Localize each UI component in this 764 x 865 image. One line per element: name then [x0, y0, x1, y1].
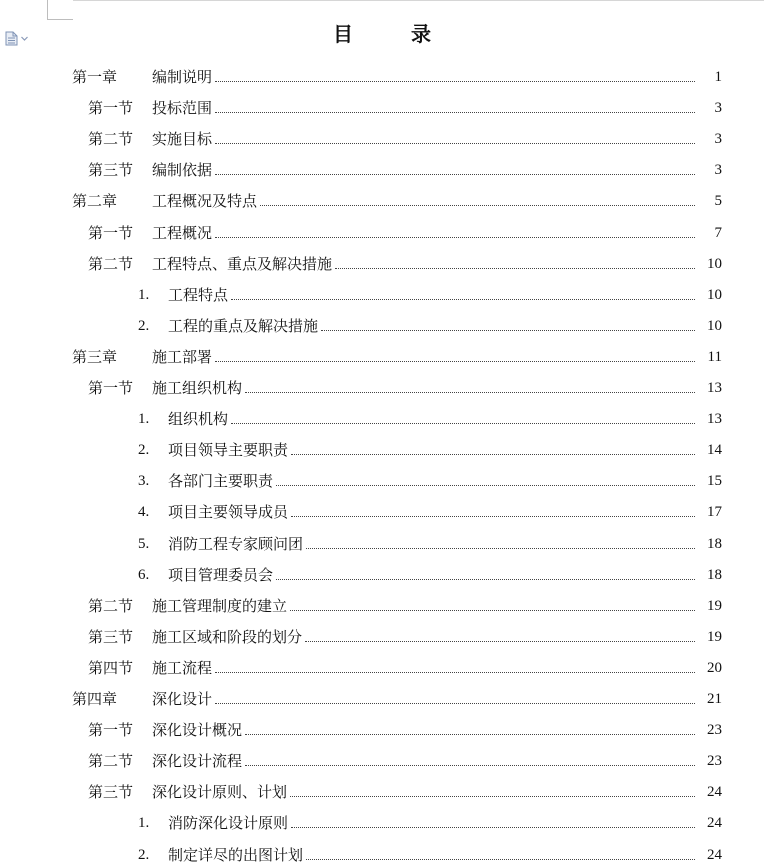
toc-entry[interactable]: [0, 490, 764, 521]
toc-leader-dots: [245, 391, 695, 393]
toc-entry-text: 项目管理委员会: [168, 565, 274, 584]
toc-entry-number: 第一节: [88, 379, 134, 397]
toc-leader-dots: [306, 858, 695, 860]
toc-leader-dots: [215, 80, 695, 82]
toc-entry-number: 1.: [138, 286, 150, 303]
toc-leader-dots: [291, 826, 695, 828]
toc-entry-number: 第二节: [88, 596, 134, 615]
toc-entry-number: 2.: [138, 846, 150, 863]
toc-entry-number: 第三章: [72, 347, 118, 366]
toc-entry-text: 工程概况及特点: [152, 192, 258, 211]
toc-entry-page: 23: [707, 722, 722, 739]
toc-entry-page: 19: [707, 628, 722, 645]
toc-entry-page: 13: [707, 380, 722, 396]
toc-leader-dots: [306, 547, 695, 549]
toc-entry-number: 2.: [138, 317, 150, 334]
toc-entry-number: 4.: [138, 504, 150, 521]
toc-leader-dots: [215, 142, 695, 144]
toc-entry-page: 24: [707, 846, 722, 863]
toc-entry-page: 24: [707, 784, 722, 801]
toc-entry-page: 3: [714, 131, 722, 148]
toc-entry[interactable]: [0, 366, 764, 397]
toc-entry-page: 14: [707, 442, 722, 459]
toc-entry-text: 深化设计流程: [152, 752, 243, 771]
toc-leader-dots: [215, 111, 695, 113]
toc-entry-text: 工程概况: [152, 223, 213, 242]
toc-leader-dots: [245, 733, 695, 735]
toc-entry-text: 投标范围: [152, 99, 213, 118]
toc-entry-page: 17: [707, 504, 722, 521]
toc-entry[interactable]: [0, 646, 764, 677]
toc-entry-number: 第四节: [88, 658, 134, 677]
toc-entry-page: 1: [714, 69, 722, 85]
toc-entry[interactable]: [0, 833, 764, 864]
toc-entry[interactable]: [0, 117, 764, 148]
page-corner-mark-vertical: [47, 0, 48, 20]
toc-entry-page: 23: [707, 753, 722, 770]
toc-entry-page: 3: [714, 162, 722, 179]
toc-entry[interactable]: [0, 770, 764, 801]
toc-entry-number: 第四章: [72, 690, 118, 708]
toc-entry[interactable]: [0, 801, 764, 832]
toc-entry[interactable]: [0, 179, 764, 210]
toc-leader-dots: [215, 671, 695, 673]
toc-entry-number: 5.: [138, 535, 150, 552]
toc-leader-dots: [231, 422, 695, 424]
toc-entry-text: 项目领导主要职责: [168, 441, 289, 460]
toc-entry-number: 第二节: [88, 254, 134, 273]
toc-entry-text: 消防工程专家顾问团: [168, 534, 304, 553]
toc-entry-text: 施工组织机构: [152, 379, 243, 397]
toc-entry-text: 工程特点、重点及解决措施: [152, 254, 333, 273]
toc-leader-dots: [215, 360, 695, 362]
toc-entry[interactable]: [0, 615, 764, 646]
toc-entry-text: 施工管理制度的建立: [152, 596, 288, 615]
toc-leader-dots: [260, 204, 695, 206]
toc-entry-number: 第二节: [88, 130, 134, 149]
toc-entry[interactable]: [0, 148, 764, 179]
page-top-edge: [73, 0, 764, 1]
toc-entry-page: 13: [707, 411, 722, 428]
toc-entry-number: 6.: [138, 566, 150, 583]
toc-entry-number: 第三节: [88, 161, 134, 180]
toc-entry-text: 制定详尽的出图计划: [168, 845, 304, 864]
toc-entry[interactable]: [0, 677, 764, 708]
toc-entry[interactable]: [0, 273, 764, 304]
toc-entry-page: 24: [707, 815, 722, 832]
toc-leader-dots: [245, 764, 695, 766]
toc-title-char-2: 录: [411, 22, 431, 46]
toc-entry-text: 实施目标: [152, 130, 213, 149]
toc-entry[interactable]: [0, 55, 764, 86]
toc-leader-dots: [231, 298, 695, 300]
toc-title: [0, 18, 764, 47]
toc-entry-number: 1.: [138, 815, 150, 832]
toc-entry-text: 深化设计: [152, 690, 213, 708]
toc-entry-number: 2.: [138, 442, 150, 459]
toc-entry[interactable]: [0, 397, 764, 428]
toc-entry-text: 施工区域和阶段的划分: [152, 627, 303, 646]
toc-entry[interactable]: [0, 211, 764, 242]
toc-entry-page: 10: [707, 286, 722, 303]
toc-entry-page: 5: [714, 193, 722, 210]
toc-leader-dots: [305, 640, 695, 642]
toc-entry-number: 第二节: [88, 752, 134, 771]
toc-entry[interactable]: [0, 739, 764, 770]
toc-entry[interactable]: [0, 522, 764, 553]
toc-entry-text: 编制说明: [152, 68, 213, 86]
toc-entry-number: 第一节: [88, 721, 134, 740]
toc-entry-number: 1.: [138, 411, 150, 428]
toc-entry-number: 第一章: [72, 68, 118, 86]
toc-leader-dots: [291, 515, 695, 517]
toc-entry-text: 组织机构: [168, 410, 229, 429]
toc-leader-dots: [215, 236, 695, 238]
toc-entry[interactable]: [0, 428, 764, 459]
toc-entry-text: 施工部署: [152, 347, 213, 366]
toc-entry-number: 第三节: [88, 627, 134, 646]
toc-entry[interactable]: [0, 242, 764, 273]
toc-entry-number: 第一节: [88, 99, 134, 118]
toc-entry-text: 项目主要领导成员: [168, 503, 289, 522]
toc-entry-page: 15: [707, 473, 722, 490]
toc-entry-text: 编制依据: [152, 161, 213, 180]
toc-leader-dots: [276, 484, 695, 486]
toc-entry[interactable]: [0, 459, 764, 490]
toc-entry-page: 10: [707, 317, 722, 334]
toc-entry[interactable]: [0, 86, 764, 117]
toc-entry-text: 施工流程: [152, 658, 213, 677]
toc-entry-page: 11: [707, 348, 722, 365]
toc-entry-text: 消防深化设计原则: [168, 814, 289, 833]
toc-entry-number: 第二章: [72, 192, 118, 211]
toc-entry[interactable]: [0, 584, 764, 615]
toc-title-char-1: 目: [333, 22, 353, 46]
toc-entry-page: 20: [707, 659, 722, 676]
toc-leader-dots: [290, 609, 695, 611]
toc-entry-number: 第三节: [88, 783, 134, 802]
toc-entry-page: 3: [714, 100, 722, 117]
toc-entry-page: 18: [707, 566, 722, 583]
toc-leader-dots: [215, 702, 695, 704]
toc-entry-page: 7: [714, 224, 722, 241]
toc-leader-dots: [335, 267, 695, 269]
toc-entry[interactable]: [0, 335, 764, 366]
toc-entry-number: 3.: [138, 473, 150, 490]
toc-entry-page: 19: [707, 597, 722, 614]
toc-entry[interactable]: [0, 304, 764, 335]
toc-leader-dots: [215, 173, 695, 175]
toc-leader-dots: [276, 578, 695, 580]
toc-leader-dots: [290, 795, 695, 797]
toc-entry-page: 10: [707, 255, 722, 272]
toc-entry-text: 各部门主要职责: [168, 472, 274, 491]
toc-leader-dots: [321, 329, 695, 331]
toc-entry-text: 深化设计原则、计划: [152, 783, 288, 802]
toc-entry-page: 21: [707, 691, 722, 707]
toc-entry-text: 深化设计概况: [152, 721, 243, 740]
toc-entry-number: 第一节: [88, 223, 134, 242]
toc-leader-dots: [291, 453, 695, 455]
toc-entry[interactable]: [0, 553, 764, 584]
toc-entry-text: 工程的重点及解决措施: [168, 316, 319, 335]
toc-entry[interactable]: [0, 708, 764, 739]
toc-entry-page: 18: [707, 535, 722, 552]
toc-entry-text: 工程特点: [168, 285, 229, 304]
